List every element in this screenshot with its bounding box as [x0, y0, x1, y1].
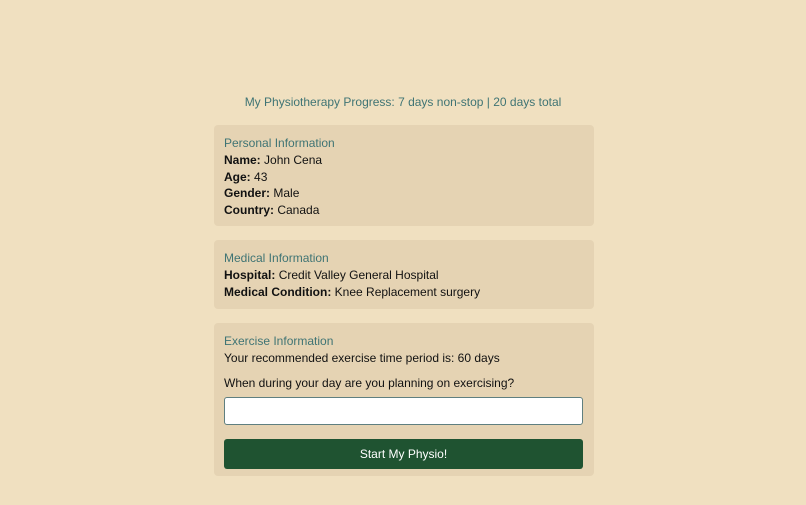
country-label: Country: — [224, 202, 274, 217]
condition-row — [224, 284, 584, 301]
condition-value: Knee Replacement surgery — [334, 284, 481, 299]
age-label: Age: — [224, 169, 251, 184]
hospital-row — [224, 267, 584, 284]
gender-value: Male — [273, 186, 300, 200]
progress-summary: My Physiotherapy Progress: 7 days non-stop | 20 days total — [244, 95, 562, 109]
personal-info-title: Personal Information — [224, 136, 335, 150]
start-physio-button[interactable]: Start My Physio! — [224, 439, 583, 469]
exercise-info-card — [214, 323, 594, 476]
name-row — [224, 152, 584, 169]
recommendation-text: Your recommended exercise time period is: 60 days — [224, 351, 500, 365]
exercise-time-input[interactable] — [224, 397, 583, 425]
gender-label: Gender: — [224, 186, 271, 200]
country-value: Canada — [277, 202, 320, 217]
condition-label: Medical Condition: — [224, 284, 332, 299]
gender-row — [224, 185, 584, 202]
exercise-info-title: Exercise Information — [224, 334, 334, 348]
exercise-time-question: When during your day are you planning on exercising? — [224, 375, 515, 390]
personal-info-card — [214, 125, 594, 226]
age-value: 43 — [254, 169, 268, 184]
hospital-label: Hospital: — [224, 268, 276, 282]
name-value: John Cena — [264, 153, 323, 167]
country-row — [224, 202, 584, 219]
name-label: Name: — [224, 153, 261, 167]
medical-info-card — [214, 240, 594, 309]
medical-info-title: Medical Information — [224, 251, 329, 265]
hospital-value: Credit Valley General Hospital — [278, 268, 439, 282]
age-row — [224, 169, 584, 186]
